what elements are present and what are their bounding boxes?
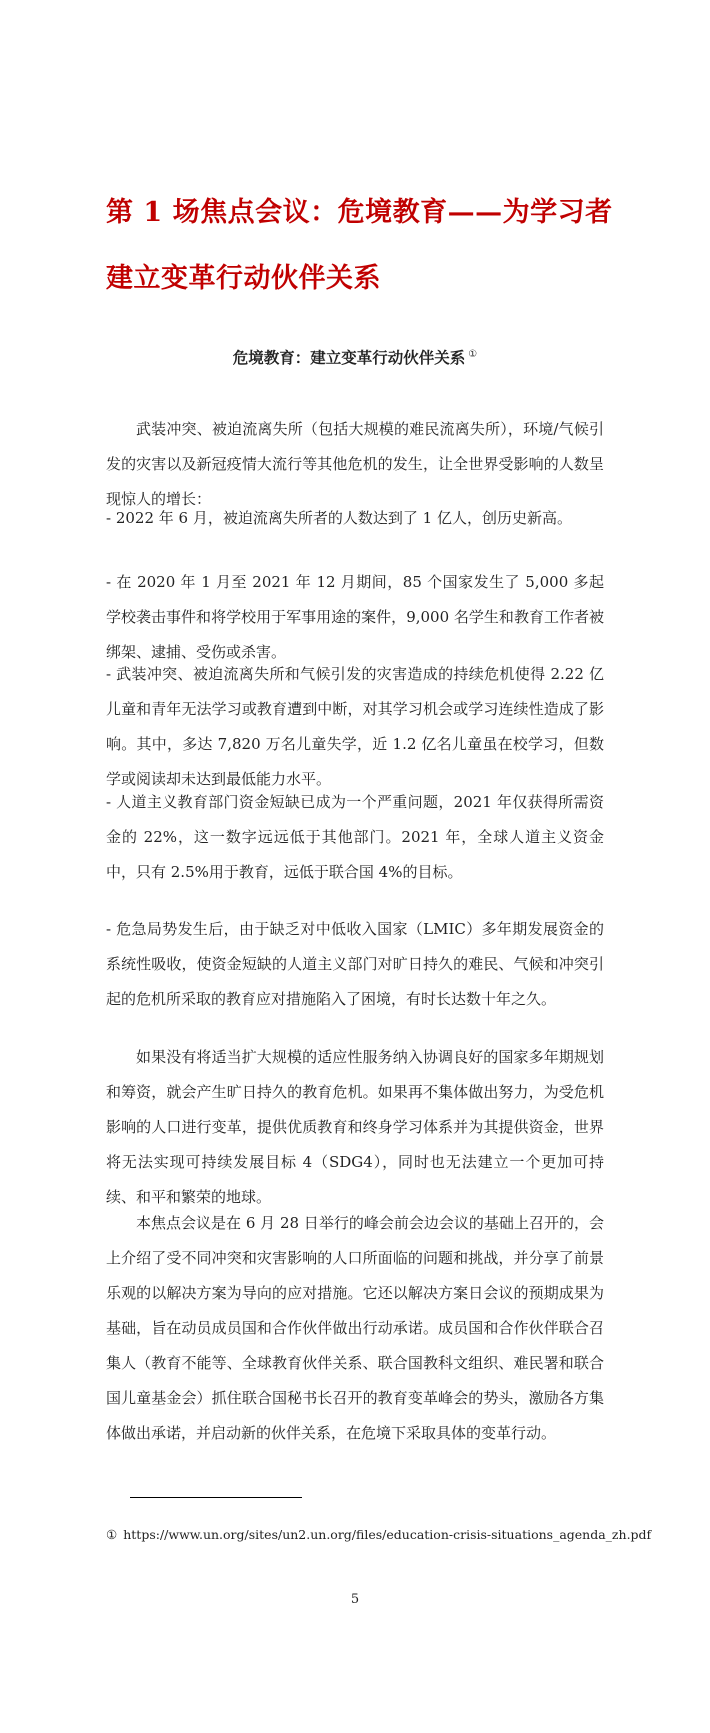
page-number: 5 <box>350 1592 360 1607</box>
footnote <box>106 1527 652 1542</box>
paragraph-body: 本焦点会议是在 6 月 28 日举行的峰会前会边会议的基础上召开的，会上介绍了受不同冲突和灾害影响的人口所面临的问题和挑战，并分享了前景乐观的以解决方案为导向的应对措施。它还以解决方案日会议的预期成果为基础，旨在动员成员国和合作伙伴做出行动承诺。成员国和合作伙伴联合召集人（教育不能等、全球教育伙伴关系、联合国教科文组织、难民署和联合国儿童基金会）抓住联合国秘书长召开的教育变革峰会的势头，激励各方集体做出承诺，并启动新的伙伴关系，在危境下采取具体的变革行动。 <box>106 1214 604 1442</box>
footnote-reference: ① <box>468 348 478 360</box>
document-title: 第 1 场焦点会议：危境教育——为学习者建立变革行动伙伴关系 <box>106 197 613 294</box>
section-subtitle-text: 危境教育：建立变革行动伙伴关系 <box>232 349 466 367</box>
bullet-item: - 危急局势发生后，由于缺乏对中低收入国家（LMIC）多年期发展资金的系统性吸收，使资金短缺的人道主义部门对旷日持久的难民、气候和冲突引起的危机所采取的教育应对措施陷入了困境，有时长达数十年之久。 <box>106 920 604 1008</box>
footnote-separator <box>130 1497 302 1498</box>
footnote-link[interactable]: https://www.un.org/sites/un2.un.org/files/education-crisis-situations_agenda_zh.pdf <box>123 1527 652 1542</box>
bullet-item: - 在 2020 年 1 月至 2021 年 12 月期间，85 个国家发生了 5,000 多起学校袭击事件和将学校用于军事用途的案件，9,000 名学生和教育工作者被绑架、逮捕、受伤或杀害。 <box>106 573 604 661</box>
bullet-item: - 武装冲突、被迫流离失所和气候引发的灾害造成的持续危机使得 2.22 亿儿童和青年无法学习或教育遭到中断，对其学习机会或学习连续性造成了影响。其中，多达 7,820 万名儿童失学，近 1.2 亿名儿童虽在校学习，但数学或阅读却未达到最低能力水平。 <box>106 665 604 788</box>
paragraph-intro: 武装冲突、被迫流离失所（包括大规模的难民流离失所），环境/气候引发的灾害以及新冠疫情大流行等其他危机的发生，让全世界受影响的人数呈现惊人的增长： <box>106 420 604 508</box>
footnote-mark: ① <box>106 1527 118 1542</box>
paragraph-body: 如果没有将适当扩大规模的适应性服务纳入协调良好的国家多年期规划和筹资，就会产生旷日持久的教育危机。如果再不集体做出努力，为受危机影响的人口进行变革，提供优质教育和终身学习体系并为其提供资金，世界将无法实现可持续发展目标 4（SDG4），同时也无法建立一个更加可持续、和平和繁荣的地球。 <box>106 1048 604 1206</box>
bullet-item: - 2022 年 6 月，被迫流离失所者的人数达到了 1 亿人，创历史新高。 <box>106 509 572 527</box>
bullet-item: - 人道主义教育部门资金短缺已成为一个严重问题，2021 年仅获得所需资金的 22%，这一数字远远低于其他部门。2021 年，全球人道主义资金中，只有 2.5%用于教育，远低于联合国 4%的目标。 <box>106 793 604 881</box>
section-subtitle <box>106 346 604 368</box>
